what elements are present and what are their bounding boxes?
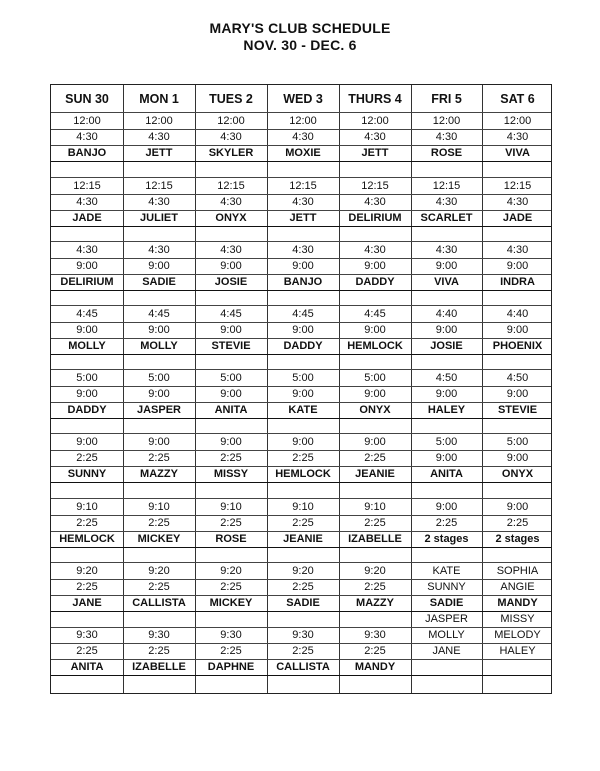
performer-name: ROSE [215,533,247,545]
start-time: 4:40 [435,308,458,320]
end-time: 9:00 [292,388,314,400]
start-time: 12:00 [432,115,461,127]
start-time: MOLLY [428,629,465,641]
end-time: JANE [432,645,461,657]
performer-name: PHOENIX [492,340,543,352]
page-subtitle: NOV. 30 - DEC. 6 [243,37,357,53]
performer-name: STEVIE [497,404,538,416]
start-time: 5:00 [435,436,458,448]
end-time: 9:00 [506,388,529,400]
end-time: 2:25 [292,581,314,593]
end-time: 9:00 [220,260,242,272]
start-time: 9:00 [220,436,242,448]
end-time: 4:30 [292,196,314,208]
day-header: THURS 4 [348,91,402,106]
start-time: SOPHIA [496,565,539,577]
performer-name: SADIE [286,597,320,609]
start-time: 12:00 [73,115,101,127]
performer-name: MICKEY [137,533,181,545]
performer-name: ONYX [215,212,247,224]
performer-name: MISSY [213,468,249,480]
day-header: MON 1 [139,91,179,106]
start-time: 12:15 [73,180,101,192]
end-time: 9:00 [364,324,386,336]
end-time: 9:00 [76,388,98,400]
performer-name: MOLLY [140,340,178,352]
performer-name: HALEY [427,404,466,416]
row-divider [51,418,551,419]
start-time: 9:00 [76,436,98,448]
start-time: 12:00 [503,115,532,127]
end-time: 2:25 [148,581,170,593]
performer-name: ANITA [70,661,104,673]
performer-name: MAZZY [140,468,178,480]
start-time: 12:15 [217,180,245,192]
performer-name: JETT [145,147,173,159]
performer-name: 2 stages [495,533,540,545]
performer-name: MAZZY [356,597,394,609]
end-time: 2:25 [364,452,386,464]
performer-name: JADE [502,212,533,224]
end-time: 4:30 [435,131,458,143]
performer-name: KATE [288,404,318,416]
performer-name: JEANIE [355,468,395,480]
start-time: KATE [432,565,461,577]
start-time: 9:00 [435,501,458,513]
end-time: 9:00 [220,388,242,400]
performer-name: VIVA [505,147,530,159]
end-time: 9:00 [148,260,170,272]
row-divider [51,226,551,227]
start-time: 4:30 [76,244,98,256]
start-time: 4:30 [148,244,170,256]
start-time: 12:15 [145,180,173,192]
start-time: 4:45 [292,308,314,320]
performer-name: SCARLET [420,212,473,224]
end-time: 9:00 [506,324,529,336]
performer-name: JASPER [136,404,182,416]
row-divider [51,547,551,548]
end-time: 2:25 [435,517,458,529]
start-time: 9:10 [76,501,98,513]
end-time: 9:00 [364,260,386,272]
end-time: HALEY [499,645,536,657]
start-time: 4:30 [292,244,314,256]
start-time: 4:45 [148,308,170,320]
start-time: 9:00 [292,436,314,448]
end-time: 4:30 [76,196,98,208]
performer-name: BANJO [67,147,107,159]
end-time: 9:00 [148,324,170,336]
performer-name: JADE [72,212,102,224]
performer-name: BANJO [283,276,323,288]
end-time: 2:25 [220,645,242,657]
day-header: SUN 30 [65,91,109,106]
end-time: 4:30 [220,131,242,143]
start-time: 5:00 [506,436,529,448]
start-time: 9:00 [364,436,386,448]
end-time: 9:00 [76,324,98,336]
start-time: 9:10 [364,501,386,513]
end-time: 2:25 [506,517,529,529]
start-time: 9:10 [220,501,242,513]
end-time: 2:25 [292,517,314,529]
start-time: 9:20 [76,565,98,577]
performer-name [411,659,482,675]
performer-name: DELIRIUM [60,276,114,288]
end-time: 2:25 [76,581,98,593]
performer-name: JANE [72,597,102,609]
end-time: 2:25 [292,645,314,657]
end-time: 9:00 [364,388,386,400]
performer-name: MOLLY [68,340,106,352]
performer-name: ONYX [359,404,391,416]
performer-name: JEANIE [283,533,323,545]
end-time: ANGIE [500,581,535,593]
start-time: 12:15 [361,180,389,192]
end-time: 2:25 [220,452,242,464]
end-time: 4:30 [148,196,170,208]
start-time: 9:00 [148,436,170,448]
end-time: 9:00 [292,260,314,272]
start-time: 9:30 [364,629,386,641]
performer-name: MOXIE [285,147,321,159]
performer-name [482,659,553,675]
day-header: SAT 6 [500,91,535,106]
end-time: 9:00 [148,388,170,400]
start-time: 5:00 [364,372,386,384]
end-time: 9:00 [435,260,458,272]
row-divider [51,482,551,483]
day-header: WED 3 [283,91,323,106]
end-time: 4:30 [76,131,98,143]
day-header: FRI 5 [431,91,462,106]
performer-name: ANITA [214,404,248,416]
start-time: 4:45 [220,308,242,320]
end-time: 2:25 [364,517,386,529]
end-time: 2:25 [76,517,98,529]
performer-name: ROSE [430,147,463,159]
start-time: 9:10 [148,501,170,513]
start-time: 9:20 [148,565,170,577]
start-time: 4:40 [506,308,529,320]
performer-name-extra [123,611,195,627]
performer-name: MANDY [354,661,396,673]
performer-name: JOSIE [430,340,463,352]
performer-name: JOSIE [214,276,248,288]
end-time: 2:25 [148,645,170,657]
end-time: 4:30 [435,196,458,208]
start-time: 4:45 [364,308,386,320]
start-time: 12:15 [289,180,317,192]
end-time: 2:25 [364,645,386,657]
end-time: 4:30 [292,131,314,143]
end-time: 9:00 [506,260,529,272]
end-time: 9:00 [292,324,314,336]
performer-name: CALLISTA [132,597,186,609]
performer-name: DELIRIUM [348,212,402,224]
end-time: 9:00 [220,324,242,336]
start-time: 9:30 [292,629,314,641]
start-time: 9:30 [148,629,170,641]
end-time: 4:30 [364,196,386,208]
performer-name: JULIET [140,212,178,224]
row-divider [51,354,551,355]
end-time: 4:30 [148,131,170,143]
start-time: MELODY [494,629,541,641]
start-time: 9:10 [292,501,314,513]
start-time: 4:30 [435,244,458,256]
end-time: 9:00 [506,452,529,464]
performer-name: JETT [289,212,317,224]
start-time: 4:30 [364,244,386,256]
performer-name: IZABELLE [132,661,186,673]
page-title: MARY'S CLUB SCHEDULE [209,20,391,36]
end-time: 2:25 [292,452,314,464]
row-divider [51,290,551,291]
performer-name: INDRA [500,276,535,288]
start-time: 4:30 [506,244,529,256]
start-time: 9:30 [76,629,98,641]
start-time: 5:00 [76,372,98,384]
end-time: 9:00 [76,260,98,272]
end-time: SUNNY [427,581,466,593]
end-time: 4:30 [364,131,386,143]
performer-name-extra: MISSY [500,613,535,625]
start-time: 12:00 [217,115,245,127]
end-time: 2:25 [76,645,98,657]
performer-name: DADDY [67,404,107,416]
performer-name-extra [195,611,267,627]
performer-name-extra [267,611,339,627]
performer-name: SKYLER [208,147,254,159]
start-time: 12:00 [361,115,389,127]
end-time: 2:25 [148,452,170,464]
start-time: 5:00 [148,372,170,384]
performer-name: MICKEY [209,597,253,609]
start-time: 4:50 [506,372,529,384]
start-time: 9:20 [220,565,242,577]
performer-name-extra [339,611,411,627]
start-time: 4:45 [76,308,98,320]
performer-name: SADIE [429,597,464,609]
end-time: 2:25 [220,517,242,529]
performer-name: HEMLOCK [59,533,115,545]
end-time: 4:30 [220,196,242,208]
end-time: 2:25 [76,452,98,464]
end-time: 4:30 [506,131,529,143]
performer-name: ONYX [501,468,534,480]
end-time: 2:25 [148,517,170,529]
end-time: 4:30 [506,196,529,208]
performer-name: SUNNY [67,468,107,480]
performer-name: 2 stages [424,533,469,545]
end-time: 9:00 [435,452,458,464]
performer-name: DADDY [283,340,323,352]
performer-name: STEVIE [211,340,251,352]
performer-name: HEMLOCK [275,468,331,480]
start-time: 5:00 [292,372,314,384]
performer-name: DADDY [355,276,395,288]
end-time: 9:00 [435,324,458,336]
row-divider [51,161,551,162]
schedule-table [50,84,552,694]
performer-name: ANITA [430,468,463,480]
start-time: 9:20 [364,565,386,577]
row-divider [51,675,551,676]
day-header: TUES 2 [209,91,253,106]
start-time: 12:00 [145,115,173,127]
performer-name-extra: JASPER [425,613,468,625]
performer-name: DAPHNE [207,661,255,673]
start-time: 9:00 [506,501,529,513]
performer-name: VIVA [434,276,459,288]
start-time: 4:50 [435,372,458,384]
start-time: 5:00 [220,372,242,384]
start-time: 9:20 [292,565,314,577]
start-time: 12:15 [503,180,532,192]
performer-name-extra [51,611,123,627]
start-time: 9:30 [220,629,242,641]
performer-name: SADIE [142,276,176,288]
performer-name: IZABELLE [348,533,402,545]
end-time: 9:00 [435,388,458,400]
performer-name: CALLISTA [276,661,330,673]
start-time: 12:15 [432,180,461,192]
end-time: 2:25 [220,581,242,593]
end-time: 2:25 [364,581,386,593]
performer-name: HEMLOCK [347,340,403,352]
performer-name: JETT [361,147,389,159]
start-time: 12:00 [289,115,317,127]
performer-name: MANDY [497,597,538,609]
start-time: 4:30 [220,244,242,256]
